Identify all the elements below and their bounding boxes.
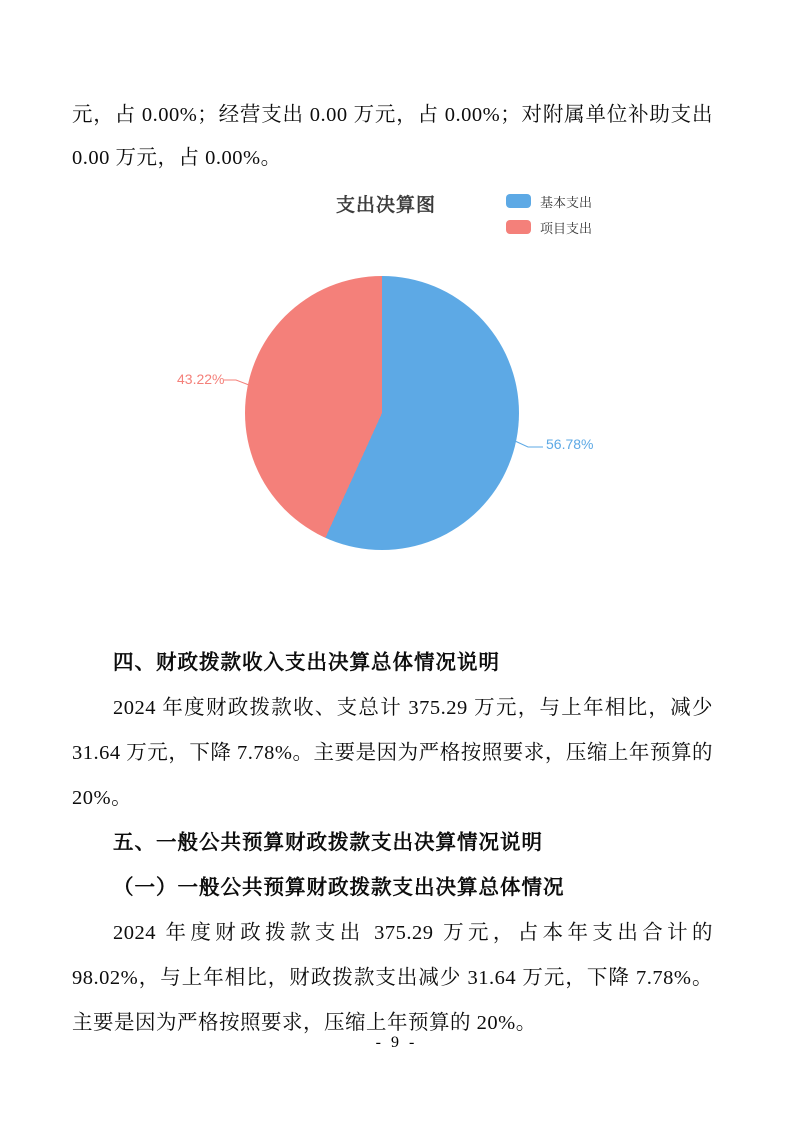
paragraph-line: 2024 年度财政拨款收、支总计 375.29 万元，与上年相比，减少 bbox=[113, 697, 713, 719]
paragraph-line: 31.64 万元，下降 7.78%。主要是因为严格按照要求，压缩上年预算的 bbox=[72, 742, 713, 764]
pie-chart bbox=[245, 276, 519, 550]
leader-line-basic bbox=[515, 441, 543, 447]
paragraph-line: 98.02%，与上年相比，财政拨款支出减少 31.64 万元，下降 7.78%。 bbox=[72, 967, 713, 989]
paragraph-line: 主要是因为严格按照要求，压缩上年预算的 20%。 bbox=[72, 1012, 537, 1034]
legend-swatch-blue bbox=[506, 194, 531, 208]
legend-item-project-expenditure bbox=[506, 219, 592, 235]
pie-label-basic: 56.78% bbox=[546, 436, 594, 452]
chart-title: 支出决算图 bbox=[336, 195, 437, 216]
paragraph-line: 0.00 万元，占 0.00%。 bbox=[72, 147, 282, 169]
body-sections bbox=[72, 641, 713, 1046]
intro-paragraph bbox=[72, 94, 713, 180]
paragraph-line: 2024 年度财政拨款支出 375.29 万元，占本年支出合计的 bbox=[113, 922, 713, 944]
page-number: - 9 - bbox=[375, 1034, 418, 1051]
legend-label: 基本支出 bbox=[540, 194, 593, 210]
subsection-heading-5-1: （一）一般公共预算财政拨款支出决算总体情况 bbox=[113, 877, 565, 899]
section-heading-5: 五、一般公共预算财政拨款支出决算情况说明 bbox=[113, 832, 543, 854]
legend-item-basic-expenditure bbox=[506, 193, 592, 209]
legend-swatch-red bbox=[506, 220, 531, 234]
chart-legend bbox=[506, 193, 592, 245]
pie-label-project: 43.22% bbox=[177, 371, 225, 387]
paragraph-line: 元，占 0.00%；经营支出 0.00 万元，占 0.00%；对附属单位补助支出 bbox=[72, 104, 713, 126]
legend-label: 项目支出 bbox=[540, 220, 593, 236]
paragraph-line: 20%。 bbox=[72, 787, 133, 809]
leader-line-project bbox=[224, 380, 249, 385]
section-heading-4: 四、财政拨款收入支出决算总体情况说明 bbox=[113, 652, 500, 674]
